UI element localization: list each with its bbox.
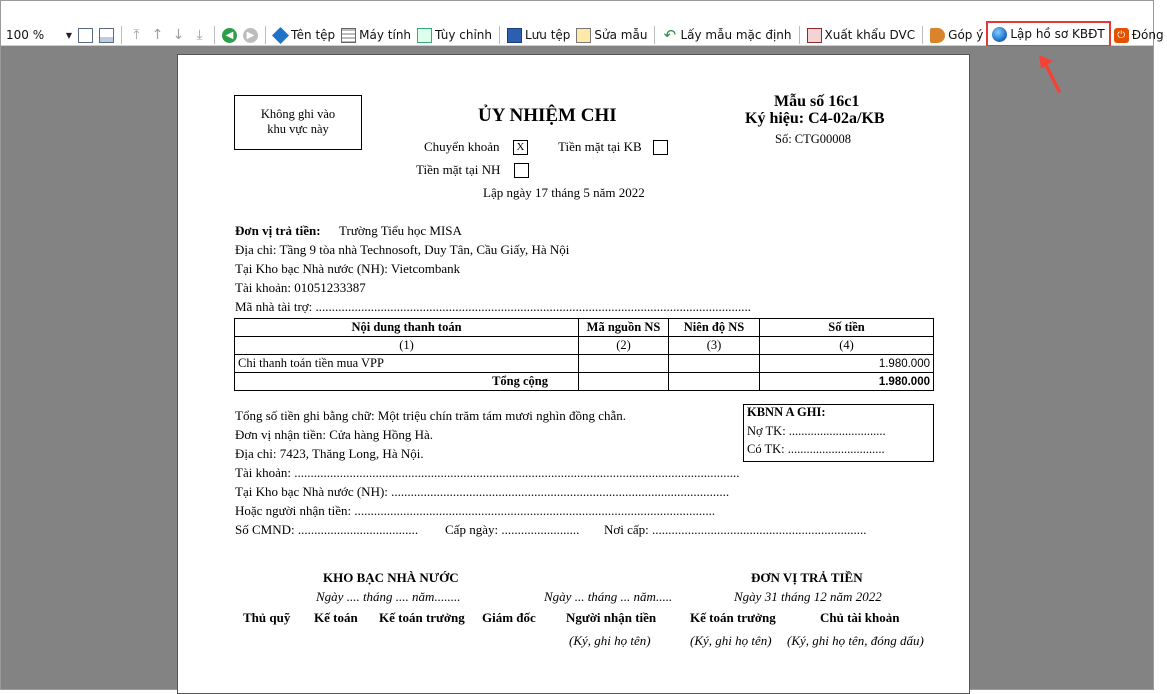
role-accountant: Kế toán <box>314 610 358 625</box>
first-page-icon: ⤒ <box>133 26 140 43</box>
page-width-icon <box>99 28 114 43</box>
receiver-sign-note: (Ký, ghi họ tên) <box>569 633 651 648</box>
default-template-button[interactable] <box>659 25 794 45</box>
feedback-button[interactable] <box>927 25 986 45</box>
kbnn-title: KBNN A GHI: <box>747 405 826 419</box>
cash-kb-checkbox[interactable] <box>653 140 668 155</box>
export-dvc-button[interactable] <box>804 25 919 45</box>
edit-template-button[interactable] <box>573 25 650 45</box>
kbnn-credit: Có TK: ............................... <box>747 442 885 456</box>
col-number: (1) <box>235 337 579 355</box>
table-total-row <box>235 373 934 391</box>
receiver-signature-date: Ngày ... tháng ... năm..... <box>544 589 673 604</box>
sponsor-code: Mã nhà tài trợ: ...................................................................................................................................... <box>235 299 752 314</box>
role-account-holder: Chủ tài khoản <box>820 610 900 625</box>
role-receiver: Người nhận tiền <box>566 610 657 625</box>
separator <box>214 26 215 44</box>
payer-name: Trường Tiểu học MISA <box>339 223 462 238</box>
document-page <box>177 54 970 694</box>
transfer-checkbox[interactable]: X <box>513 140 528 155</box>
last-page-icon: ⤓ <box>196 26 203 43</box>
toolbar <box>1 1 1164 46</box>
cash-nh-label: Tiền mặt tại NH <box>416 162 501 177</box>
back-arrow-icon: ◀ <box>222 28 237 43</box>
edit-icon <box>576 28 591 43</box>
id-number: Số CMND: ..................................... <box>235 522 419 537</box>
chevron-down-icon: ▼ <box>65 30 72 40</box>
megaphone-icon <box>930 28 945 43</box>
treasury-signature-title: KHO BẠC NHÀ NƯỚC <box>323 570 459 585</box>
zoom-select[interactable] <box>3 26 75 44</box>
row-source-code <box>579 355 669 373</box>
table-row <box>235 355 934 373</box>
arrow-up-icon: ↑ <box>151 26 164 43</box>
customize-icon <box>417 28 432 43</box>
form-symbol: Ký hiệu: C4-02a/KB <box>745 110 885 127</box>
transfer-label: Chuyển khoản <box>424 139 500 154</box>
customize-label: Tùy chỉnh <box>435 28 492 42</box>
forward-button[interactable] <box>240 25 261 45</box>
first-page-button[interactable] <box>126 25 147 45</box>
close-button[interactable] <box>1111 25 1167 45</box>
separator <box>499 26 500 44</box>
zoom-value: 100 % <box>6 28 45 42</box>
export-icon <box>807 28 822 43</box>
row-content: Chi thanh toán tiền mua VPP <box>235 355 579 373</box>
document-viewer[interactable] <box>1 46 1153 689</box>
single-page-button[interactable] <box>75 25 96 45</box>
computer-label: Máy tính <box>359 28 412 42</box>
role-director: Giám đốc <box>482 610 536 625</box>
or-receiver: Hoặc người nhận tiền: ............................................................................................................... <box>235 503 716 518</box>
save-file-button[interactable] <box>504 25 573 45</box>
payer-address: Địa chỉ: Tầng 9 tòa nhà Technosoft, Duy Tân, Cầu Giấy, Hà Nội <box>235 242 570 257</box>
row-amount: 1.980.000 <box>760 355 934 373</box>
payer-signature-title: ĐƠN VỊ TRẢ TIỀN <box>751 570 863 585</box>
issue-place: Nơi cấp: .................................................................. <box>604 522 867 537</box>
total-amount: 1.980.000 <box>760 373 934 391</box>
col-number: (2) <box>579 337 669 355</box>
form-number: Mẫu số 16c1 <box>774 93 860 110</box>
table-header-row <box>235 319 934 337</box>
save-file-label: Lưu tệp <box>524 28 571 42</box>
col-number: (4) <box>760 337 934 355</box>
table-number-row <box>235 337 934 355</box>
separator <box>799 26 800 44</box>
separator <box>654 26 655 44</box>
date-line: Lập ngày 17 tháng 5 năm 2022 <box>483 185 645 200</box>
default-template-label: Lấy mẫu mặc định <box>680 28 792 42</box>
undo-icon: ↶ <box>663 25 677 44</box>
header-content: Nội dung thanh toán <box>235 319 579 337</box>
header-fiscal-year: Niên độ NS <box>669 319 760 337</box>
no-write-line-2: khu vực này <box>267 122 329 136</box>
no-write-box <box>234 95 362 150</box>
payer-treasury: Tại Kho bạc Nhà nước (NH): Vietcombank <box>235 261 461 276</box>
arrow-down-icon: ↓ <box>172 26 185 43</box>
page-icon <box>78 28 93 43</box>
col-number: (3) <box>669 337 760 355</box>
back-button[interactable] <box>219 25 240 45</box>
payee-address: Địa chỉ: 7423, Thăng Long, Hà Nội. <box>235 446 424 461</box>
treasury-signature-date: Ngày .... tháng .... năm........ <box>316 589 461 604</box>
separator <box>265 26 266 44</box>
filename-button[interactable] <box>270 25 338 45</box>
role-cashier: Thủ quỹ <box>243 610 291 625</box>
computer-button[interactable] <box>338 25 414 45</box>
separator <box>121 26 122 44</box>
document-title: ỦY NHIỆM CHI <box>478 105 617 126</box>
feedback-label: Góp ý <box>948 28 984 42</box>
forward-arrow-icon: ▶ <box>243 28 258 43</box>
customize-button[interactable] <box>414 25 495 45</box>
payer-chief-sign-note: (Ký, ghi họ tên) <box>690 633 772 648</box>
export-dvc-label: Xuất khẩu DVC <box>824 28 916 42</box>
close-icon: ⏻ <box>1114 28 1129 43</box>
payer-signature-date: Ngày 31 tháng 12 năm 2022 <box>734 589 882 604</box>
filename-label: Tên tệp <box>291 28 336 42</box>
total-label: Tổng cộng <box>235 373 579 391</box>
total-fiscal-year <box>669 373 760 391</box>
create-kbdt-label: Lập hồ sơ KBĐT <box>1010 27 1105 41</box>
page-width-button[interactable] <box>96 25 117 45</box>
role-payer-chief-accountant: Kế toán trưởng <box>690 610 776 625</box>
payee-treasury: Tại Kho bạc Nhà nước (NH): ........................................................................................................ <box>235 484 730 499</box>
create-kbdt-button[interactable] <box>986 21 1110 47</box>
no-write-line-1: Không ghi vào <box>260 107 336 121</box>
edit-template-label: Sửa mẫu <box>594 28 648 42</box>
cash-nh-checkbox[interactable] <box>514 163 529 178</box>
holder-sign-note: (Ký, ghi họ tên, đóng dấu) <box>787 633 924 648</box>
red-arrow-annotation <box>1031 53 1071 95</box>
close-label: Đóng <box>1131 28 1164 42</box>
globe-icon <box>992 27 1007 42</box>
total-source-code <box>579 373 669 391</box>
info-diamond-icon <box>272 27 289 44</box>
payer-label: Đơn vị trả tiền: <box>235 223 321 238</box>
save-icon <box>507 28 522 43</box>
calculator-icon <box>341 28 356 43</box>
payer-account: Tài khoản: 01051233387 <box>235 280 366 295</box>
issue-date: Cấp ngày: ........................ <box>445 522 580 537</box>
next-page-button[interactable] <box>168 25 189 45</box>
role-chief-accountant: Kế toán trưởng <box>379 610 465 625</box>
header-amount: Số tiền <box>760 319 934 337</box>
payee-account: Tài khoản: ......................................................................................................................................... <box>235 465 740 480</box>
payment-table <box>234 318 934 391</box>
row-fiscal-year <box>669 355 760 373</box>
header-source-code: Mã nguồn NS <box>579 319 669 337</box>
document-number: Số: CTG00008 <box>775 132 852 146</box>
payee: Đơn vị nhận tiền: Cửa hàng Hồng Hà. <box>235 427 434 442</box>
cash-kb-label: Tiền mặt tại KB <box>558 139 642 154</box>
kbnn-box <box>743 404 934 462</box>
separator <box>922 26 923 44</box>
amount-in-words: Tổng số tiền ghi bằng chữ: Một triệu chín trăm tám mươi nghìn đồng chẵn. <box>235 408 627 423</box>
kbnn-debit: Nợ TK: ............................... <box>747 424 886 438</box>
prev-page-button[interactable] <box>147 25 168 45</box>
last-page-button[interactable] <box>189 25 210 45</box>
toolbar-row <box>3 24 1167 46</box>
